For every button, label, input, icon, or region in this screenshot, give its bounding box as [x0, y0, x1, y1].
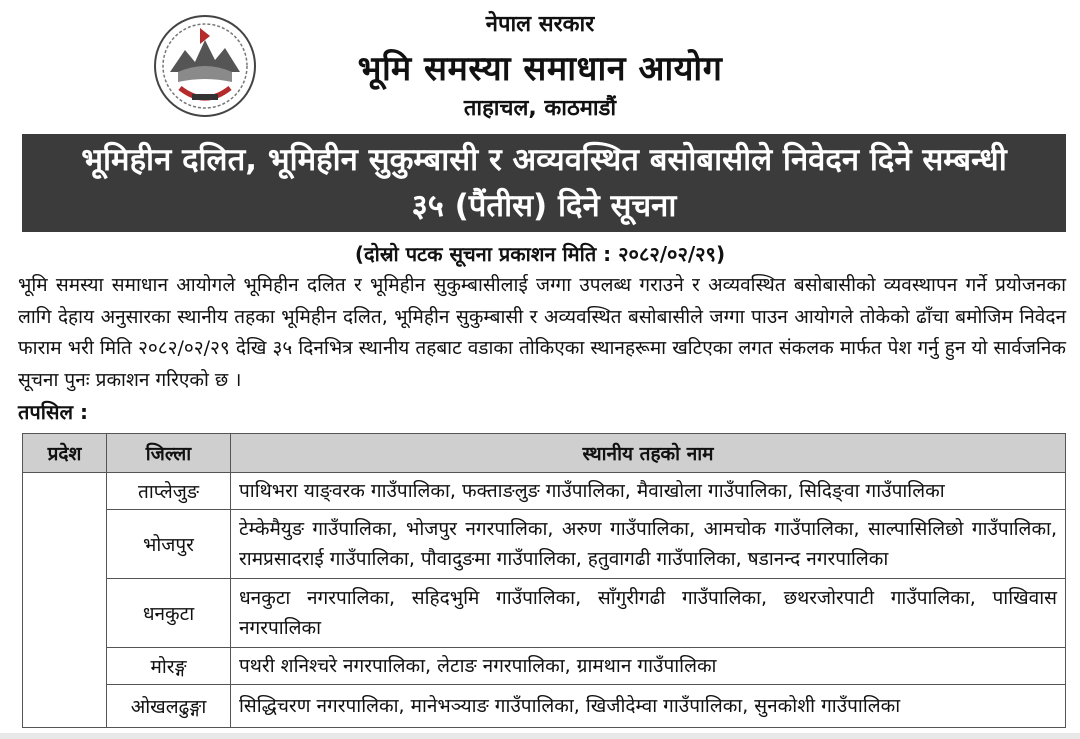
- local-levels-cell: धनकुटा नगरपालिका, सहिदभुमि गाउँपालिका, साँगुरीगढी गाउँपालिका, छथरजोरपाटी गाउँपालिका, पाखिवास नगरपालिका: [231, 579, 1066, 648]
- local-levels-cell: टेम्केमैयुङ गाउँपालिका, भोजपुर नगरपालिका, अरुण गाउँपालिका, आमचोक गाउँपालिका, साल्पासिलिछो गाउँपालिका, रामप्रसादराई गाउँपालिका, पौवादुङमा गाउँपालिका, हतुवागढी गाउँपालिका, षडानन्द नगरपालिका: [231, 510, 1066, 579]
- district-cell: ताप्लेजुङ: [107, 473, 231, 510]
- table-header-row: [23, 434, 1066, 473]
- province-cell: [23, 473, 107, 728]
- local-levels-table: [22, 433, 1066, 728]
- table-row: [23, 685, 1066, 728]
- nepal-government-emblem-icon: [150, 10, 260, 122]
- commission-address: ताहाचल, काठमाडौं: [463, 96, 617, 121]
- table-row: [23, 648, 1066, 685]
- table-row: [23, 510, 1066, 579]
- header-province: प्रदेश: [23, 434, 107, 473]
- header-district: जिल्ला: [107, 434, 231, 473]
- district-cell: भोजपुर: [107, 510, 231, 579]
- notice-body: भूमि समस्या समाधान आयोगले भूमिहीन दलित र भूमिहीन सुकुम्बासीलाई जग्गा उपलब्ध गराउने र अव्यवस्थित बसोबासीको व्यवस्थापन गर्ने प्रयोजनका लागि देहाय अनुसारका स्थानीय तहका भूमिहीन दलित, भूमिहीन सुकुम्बासी र अव्यवस्थित बसोबासीले जग्गा पाउन आयोगले तोकेको ढाँचा बमोजिम निवेदन फाराम भरी मिति २०८२/०२/२९ देखि ३५ दिनभित्र स्थानीय तहबाट वडाका तोकिएका स्थानहरूमा खटिएका लगत संकलक मार्फत पेश गर्नु हुन यो सार्वजनिक सूचना पुनः प्रकाशन गरिएको छ ।: [18, 274, 1066, 391]
- district-cell: ओखलढुङ्गा: [107, 685, 231, 728]
- district-cell: मोरङ्ग: [107, 648, 231, 685]
- commission-name: भूमि समस्या समाधान आयोग: [357, 49, 723, 89]
- local-levels-cell: पाथिभरा याङ्वरक गाउँपालिका, फक्ताङलुङ गाउँपालिका, मैवाखोला गाउँपालिका, सिदिङ्वा गाउँपालिका: [231, 473, 1066, 510]
- government-name: नेपाल सरकार: [485, 12, 595, 37]
- table-row: [23, 579, 1066, 648]
- schedule-label: तपसिल :: [18, 400, 88, 424]
- page-bottom-edge: [0, 733, 1080, 739]
- district-cell: धनकुटा: [107, 579, 231, 648]
- local-levels-cell: पथरी शनिश्चरे नगरपालिका, लेटाङ नगरपालिका, ग्रामथान गाउँपालिका: [231, 648, 1066, 685]
- publication-date-subtitle: (दोस्रो पटक सूचना प्रकाशन मिति : २०८२/०२/२९): [354, 242, 726, 266]
- notice-title-line2: ३५ (पैंतीस) दिने सूचना: [411, 188, 677, 224]
- notice-title-line1: भूमिहीन दलित, भूमिहीन सुकुम्बासी र अव्यवस्थित बसोबासीले निवेदन दिने सम्बन्धी: [81, 142, 1007, 178]
- local-levels-cell: सिद्धिचरण नगरपालिका, मानेभञ्याङ गाउँपालिका, खिजीदेम्वा गाउँपालिका, सुनकोशी गाउँपालिका: [231, 685, 1066, 728]
- notice-title-banner: [22, 134, 1066, 232]
- table-row: [23, 473, 1066, 510]
- header-local-levels: स्थानीय तहको नाम: [231, 434, 1066, 473]
